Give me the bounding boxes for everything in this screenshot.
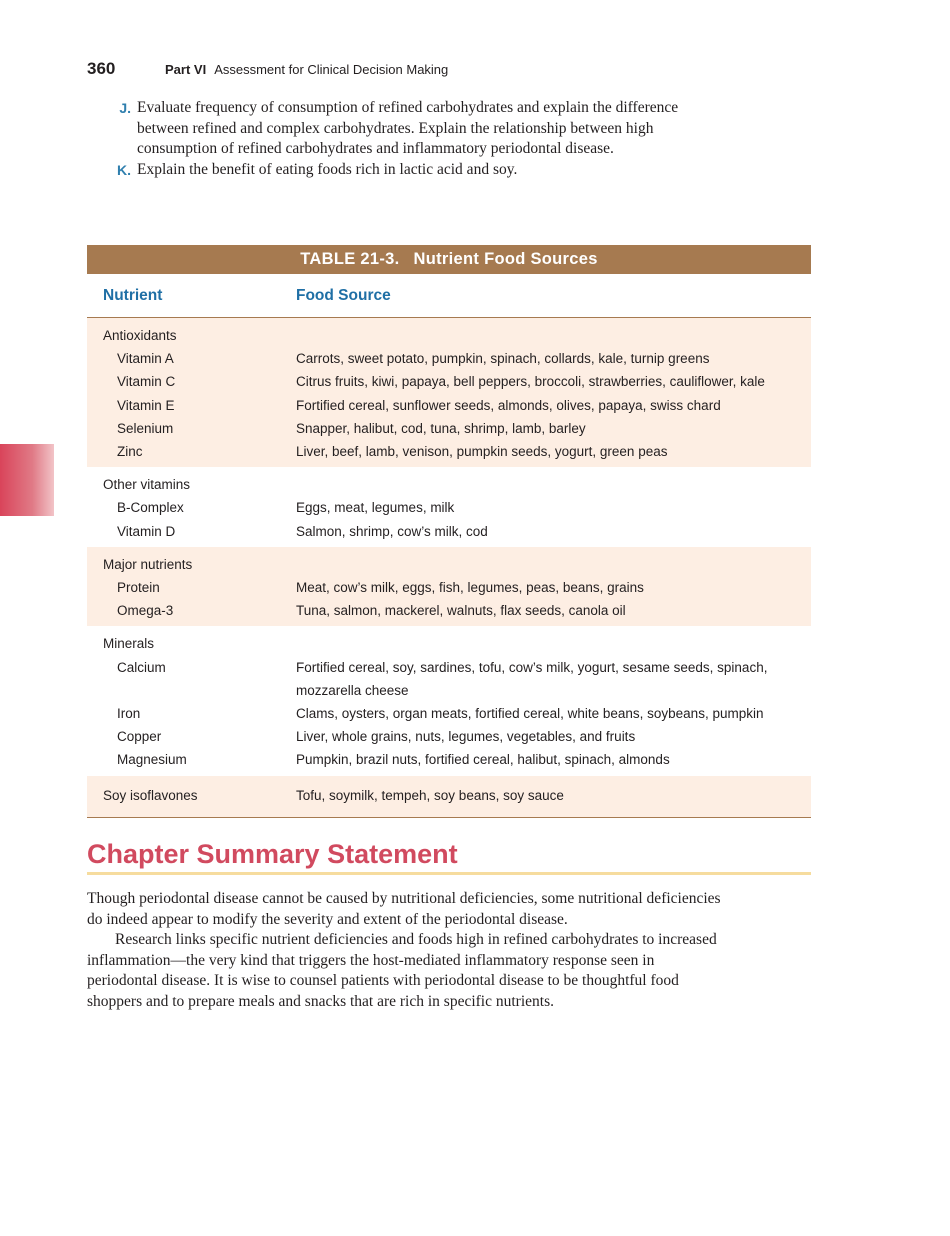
food-cell: mozzarella cheese	[296, 682, 409, 698]
table-row	[87, 347, 811, 370]
table-row	[87, 784, 811, 807]
food-cell: Snapper, halibut, cod, tuna, shrimp, lamb, barley	[296, 420, 586, 436]
table-row	[87, 440, 811, 463]
food-cell: Liver, beef, lamb, venison, pumpkin seeds, yogurt, green peas	[296, 444, 668, 460]
header-nutrient: Nutrient	[103, 286, 163, 304]
learning-objectives	[110, 98, 730, 180]
food-cell: Liver, whole grains, nuts, legumes, vegetables, and fruits	[296, 729, 636, 745]
nutrient-cell-empty	[87, 679, 296, 702]
nutrient-cell: Calcium	[117, 659, 166, 675]
summary-paragraph: Though periodontal disease cannot be caused by nutritional deficiencies, some nutritional deficiencies do indeed appear to modify the severity and extent of the periodontal disease.	[87, 890, 721, 928]
chapter-summary-body	[87, 889, 727, 1012]
nutrient-cell: Soy isoflavones	[103, 787, 198, 803]
nutrient-cell: Vitamin E	[117, 397, 175, 413]
section-heading: Chapter Summary Statement	[87, 839, 458, 869]
food-cell: Clams, oysters, organ meats, fortified cereal, white beans, soybeans, pumpkin	[296, 706, 764, 722]
nutrient-cell: Zinc	[117, 444, 143, 460]
chapter-thumb-tab	[0, 444, 54, 516]
nutrient-cell: Selenium	[117, 420, 174, 436]
table-row	[87, 520, 811, 543]
food-cell: Citrus fruits, kiwi, papaya, bell peppers, broccoli, strawberries, cauliflower, kale	[296, 374, 765, 390]
nutrient-cell: Protein	[117, 580, 160, 596]
table-row	[87, 599, 811, 622]
summary-paragraph: Research links specific nutrient deficiencies and foods high in refined carbohydrates to increased inflammation—the very kind that triggers the host-mediated inflammatory response seen in periodontal disease. It is wise to counsel patients with periodontal disease to be thoughtful food shoppers and to prepare meals and snacks that are rich in specific nutrients.	[87, 931, 717, 1010]
table-row	[87, 656, 811, 679]
nutrient-cell: Omega-3	[117, 603, 174, 619]
table-row	[87, 496, 811, 519]
group-label: Other vitamins	[103, 477, 191, 493]
group-antioxidants	[87, 318, 811, 467]
nutrient-cell: Copper	[117, 729, 162, 745]
food-cell: Fortified cereal, sunflower seeds, almonds, olives, papaya, swiss chard	[296, 397, 721, 413]
food-cell: Tofu, soymilk, tempeh, soy beans, soy sauce	[296, 787, 564, 803]
group-soy-isoflavones	[87, 776, 811, 818]
nutrient-cell: Vitamin A	[117, 351, 174, 367]
objective-letter: J.	[119, 100, 131, 116]
nutrient-cell: Vitamin C	[117, 374, 176, 390]
table-title	[87, 245, 811, 274]
part-label: Part VI	[165, 62, 207, 77]
table-number: TABLE 21-3.	[300, 250, 400, 268]
nutrient-cell: Magnesium	[117, 752, 187, 768]
food-cell: Eggs, meat, legumes, milk	[296, 500, 455, 516]
nutrient-food-sources-table	[87, 245, 811, 818]
food-cell: Meat, cow’s milk, eggs, fish, legumes, peas, beans, grains	[296, 580, 644, 596]
table-caption: Nutrient Food Sources	[413, 250, 598, 268]
nutrient-cell: Iron	[117, 706, 141, 722]
table-row	[87, 394, 811, 417]
header-food-source: Food Source	[296, 286, 391, 304]
objective-text: Explain the benefit of eating foods rich in lactic acid and soy.	[137, 160, 518, 178]
group-other-vitamins	[87, 467, 811, 547]
table-row	[87, 702, 811, 725]
table-row	[87, 370, 811, 393]
part-title: Assessment for Clinical Decision Making	[214, 62, 449, 77]
food-cell: Pumpkin, brazil nuts, fortified cereal, halibut, spinach, almonds	[296, 752, 670, 768]
running-head	[87, 59, 448, 81]
table-row	[87, 748, 811, 771]
table-row	[87, 417, 811, 440]
table-row	[87, 576, 811, 599]
chapter-summary-heading	[87, 836, 811, 875]
page-number: 360	[87, 59, 116, 78]
food-cell: Fortified cereal, soy, sardines, tofu, cow’s milk, yogurt, sesame seeds, spinach,	[296, 659, 768, 675]
food-cell: Salmon, shrimp, cow’s milk, cod	[296, 523, 488, 539]
food-cell: Carrots, sweet potato, pumpkin, spinach, collards, kale, turnip greens	[296, 351, 710, 367]
table-header-row	[87, 274, 811, 318]
nutrient-cell: B-Complex	[117, 500, 184, 516]
objective-item	[110, 160, 730, 181]
group-label: Major nutrients	[103, 556, 193, 572]
food-cell: Tuna, salmon, mackerel, walnuts, flax seeds, canola oil	[296, 603, 626, 619]
group-minerals	[87, 626, 811, 775]
table-row-continuation	[87, 679, 811, 702]
nutrient-cell: Vitamin D	[117, 523, 176, 539]
group-label: Minerals	[103, 636, 155, 652]
group-major-nutrients	[87, 547, 811, 627]
heading-rule	[87, 872, 811, 875]
objective-letter: K.	[117, 161, 131, 178]
objective-item	[110, 98, 730, 160]
table-row	[87, 725, 811, 748]
group-label: Antioxidants	[103, 328, 177, 343]
objective-text: Evaluate frequency of consumption of refined carbohydrates and explain the difference between refined and complex carbohydrates. Explain the relationship between high consumption of refined carbohydrates and inflammatory periodontal disease.	[137, 99, 679, 157]
